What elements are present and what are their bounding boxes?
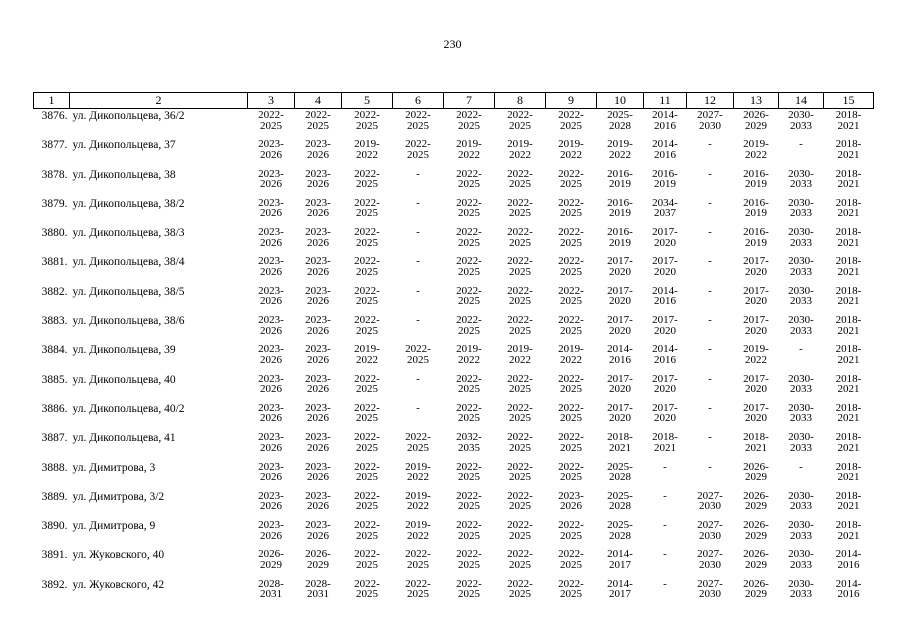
year-range-cell: - (708, 314, 712, 327)
header-cell: 1 (34, 93, 70, 109)
header-cell: 11 (644, 93, 687, 109)
year-range-cell: 2022- 2025 (558, 401, 584, 425)
year-range-cell: 2017- 2020 (607, 372, 633, 396)
year-range-cell: 2023- 2026 (258, 489, 284, 513)
year-range-cell: 2014- 2016 (652, 343, 678, 366)
header-cell: 3 (248, 93, 295, 109)
year-range-cell: 2017- 2020 (607, 284, 633, 308)
year-range-cell: - (416, 196, 420, 209)
header-cell: 2 (70, 93, 248, 109)
year-range-cell: 2022- 2025 (456, 548, 482, 571)
address-cell: ул. Дикопольцева, 38/2 (72, 197, 185, 210)
year-range-cell: 2018- 2021 (835, 196, 862, 220)
year-range-cell: 2017- 2020 (743, 401, 769, 425)
year-range-cell: 2022- 2025 (558, 372, 584, 396)
year-range-cell: 2030- 2033 (788, 489, 814, 513)
table-row (34, 548, 874, 577)
year-range-cell: 2022- 2025 (405, 343, 431, 366)
table-row (34, 373, 874, 402)
address-cell: ул. Дикопольцева, 38/3 (72, 227, 185, 240)
year-range-cell: 2022- 2025 (558, 577, 584, 601)
year-range-cell: 2023- 2026 (258, 372, 284, 396)
year-range-cell: 2022- 2025 (507, 372, 533, 396)
year-range-cell: 2022- 2025 (507, 314, 533, 337)
year-range-cell: 2022- 2025 (507, 548, 533, 571)
table-row (34, 314, 874, 343)
year-range-cell: 2022- 2025 (507, 255, 533, 278)
year-range-cell: 2023- 2026 (305, 431, 331, 454)
year-range-cell: - (416, 167, 420, 180)
year-range-cell: - (416, 401, 420, 414)
year-range-cell: 2016- 2019 (652, 167, 678, 191)
year-range-cell: 2017- 2020 (743, 255, 769, 278)
year-range-cell: 2018- 2021 (835, 460, 862, 484)
year-range-cell: 2023- 2026 (258, 226, 284, 249)
address-cell: ул. Димитрова, 3 (72, 461, 156, 474)
year-range-cell: 2014- 2017 (607, 577, 633, 601)
year-range-cell: 2022- 2025 (558, 314, 584, 337)
year-range-cell: - (663, 548, 667, 561)
year-range-cell: 2023- 2026 (305, 226, 331, 249)
year-range-cell: 2022- 2025 (558, 460, 584, 484)
year-range-cell: 2022- 2025 (507, 519, 533, 542)
year-range-cell: 2023- 2026 (258, 196, 284, 220)
year-range-cell: 2019- 2022 (456, 138, 482, 161)
address-cell: ул. Дикопольцева, 38/4 (72, 256, 185, 269)
year-range-cell: 2022- 2025 (456, 196, 482, 220)
year-range-cell: 2022- 2025 (558, 196, 584, 220)
year-range-cell: 2017- 2020 (607, 314, 633, 337)
year-range-cell: 2019- 2022 (354, 138, 380, 161)
row-number: 3883. (41, 315, 68, 328)
year-range-cell: 2030- 2033 (788, 372, 814, 396)
year-range-cell: 2018- 2021 (835, 431, 862, 454)
year-range-cell: 2023- 2026 (305, 372, 331, 396)
year-range-cell: 2017- 2020 (652, 255, 678, 278)
year-range-cell: - (708, 343, 712, 356)
year-range-cell: 2022- 2025 (456, 226, 482, 249)
year-range-cell: - (416, 314, 420, 327)
year-range-cell: 2022- 2025 (507, 489, 533, 513)
year-range-cell: 2022- 2025 (258, 109, 284, 132)
year-range-cell: 2030- 2033 (788, 109, 814, 132)
year-range-cell: 2023- 2026 (305, 343, 331, 366)
year-range-cell: 2023- 2026 (558, 489, 584, 513)
year-range-cell: 2014- 2016 (835, 577, 862, 601)
year-range-cell: 2030- 2033 (788, 226, 814, 249)
year-range-cell: 2023- 2026 (305, 519, 331, 542)
year-range-cell: 2018- 2021 (835, 284, 862, 308)
table-row (34, 255, 874, 284)
year-range-cell: - (799, 343, 803, 356)
year-range-cell: 2022- 2025 (354, 401, 380, 425)
year-range-cell: 2019- 2022 (354, 343, 380, 366)
year-range-cell: 2023- 2026 (305, 284, 331, 308)
year-range-cell: 2022- 2025 (354, 196, 380, 220)
year-range-cell: 2018- 2021 (835, 138, 862, 161)
year-range-cell: - (416, 226, 420, 239)
year-range-cell: 2019- 2022 (558, 343, 584, 366)
year-range-cell: 2022- 2025 (456, 401, 482, 425)
table-row (34, 168, 874, 197)
year-range-cell: 2022- 2025 (354, 577, 380, 601)
year-range-cell: 2022- 2025 (354, 548, 380, 571)
year-range-cell: 2023- 2026 (258, 431, 284, 454)
address-cell: ул. Дикопольцева, 36/2 (72, 110, 185, 122)
year-range-cell: 2023- 2026 (258, 255, 284, 278)
year-range-cell: 2018- 2021 (652, 431, 678, 454)
year-range-cell: - (416, 372, 420, 385)
year-range-cell: 2014- 2016 (835, 548, 862, 571)
year-range-cell: 2026- 2029 (743, 548, 769, 571)
year-range-cell: 2019- 2022 (405, 489, 431, 513)
year-range-cell: 2022- 2025 (558, 109, 584, 132)
year-range-cell: 2017- 2020 (607, 401, 633, 425)
year-range-cell: - (708, 255, 712, 268)
year-range-cell: 2022- 2025 (305, 109, 331, 132)
table-row (34, 402, 874, 431)
table-row (34, 226, 874, 255)
row-number: 3876. (41, 110, 68, 122)
year-range-cell: 2026- 2029 (743, 577, 769, 601)
year-range-cell: 2025- 2028 (607, 489, 633, 513)
year-range-cell: 2019- 2022 (456, 343, 482, 366)
year-range-cell: 2018- 2021 (835, 519, 862, 542)
year-range-cell: 2030- 2033 (788, 577, 814, 601)
year-range-cell: 2019- 2022 (607, 138, 633, 161)
year-range-cell: 2017- 2020 (743, 372, 769, 396)
header-cell: 6 (393, 93, 444, 109)
address-cell: ул. Жуковского, 40 (72, 549, 165, 562)
year-range-cell: 2022- 2025 (507, 284, 533, 308)
year-range-cell: 2022- 2025 (354, 460, 380, 484)
year-range-cell: 2022- 2025 (456, 255, 482, 278)
year-range-cell: 2022- 2025 (507, 167, 533, 191)
year-range-cell: 2022- 2025 (507, 196, 533, 220)
year-range-cell: - (708, 460, 712, 473)
year-range-cell: 2022- 2025 (456, 460, 482, 484)
year-range-cell: 2022- 2025 (354, 431, 380, 454)
year-range-cell: 2030- 2033 (788, 196, 814, 220)
year-range-cell: 2022- 2025 (456, 372, 482, 396)
year-range-cell: 2018- 2021 (743, 431, 769, 454)
year-range-cell: - (708, 284, 712, 297)
table-row (34, 138, 874, 167)
year-range-cell: - (799, 138, 803, 151)
year-range-cell: 2022- 2025 (558, 284, 584, 308)
year-range-cell: 2018- 2021 (835, 167, 862, 191)
year-range-cell: 2025- 2028 (607, 460, 633, 484)
row-number: 3877. (41, 139, 68, 152)
address-cell: ул. Дикопольцева, 40/2 (72, 402, 185, 415)
year-range-cell: 2019- 2022 (507, 138, 533, 161)
year-range-cell: 2017- 2020 (652, 226, 678, 249)
table-body (34, 93, 874, 608)
year-range-cell: - (708, 401, 712, 414)
year-range-cell: 2022- 2025 (558, 548, 584, 571)
year-range-cell: 2023- 2026 (258, 343, 284, 366)
year-range-cell: 2027- 2030 (697, 489, 723, 513)
year-range-cell: 2023- 2026 (305, 255, 331, 278)
year-range-cell: 2023- 2026 (305, 138, 331, 161)
address-cell: ул. Дикопольцева, 38/6 (72, 315, 185, 328)
year-range-cell: 2019- 2022 (507, 343, 533, 366)
year-range-cell: 2014- 2016 (607, 343, 633, 366)
year-range-cell: 2014- 2016 (652, 284, 678, 308)
year-range-cell: 2022- 2025 (507, 577, 533, 601)
year-range-cell: 2030- 2033 (788, 548, 814, 571)
year-range-cell: 2018- 2021 (835, 109, 862, 132)
year-range-cell: 2022- 2025 (354, 109, 380, 132)
year-range-cell: 2023- 2026 (258, 519, 284, 542)
year-range-cell: 2022- 2025 (456, 109, 482, 132)
header-cell: 7 (444, 93, 495, 109)
year-range-cell: 2032- 2035 (456, 431, 482, 454)
year-range-cell: 2028- 2031 (305, 577, 331, 601)
year-range-cell: 2023- 2026 (305, 196, 331, 220)
year-range-cell: 2023- 2026 (258, 401, 284, 425)
year-range-cell: 2022- 2025 (405, 577, 431, 601)
table-row (34, 490, 874, 519)
year-range-cell: 2022- 2025 (456, 167, 482, 191)
row-number: 3892. (41, 578, 68, 591)
address-cell: ул. Димитрова, 9 (72, 520, 156, 533)
year-range-cell: 2016- 2019 (743, 226, 769, 249)
year-range-cell: 2022- 2025 (405, 109, 431, 132)
year-range-cell: 2022- 2025 (354, 489, 380, 513)
year-range-cell: 2023- 2026 (258, 284, 284, 308)
year-range-cell: 2023- 2026 (258, 167, 284, 191)
year-range-cell: - (416, 255, 420, 268)
year-range-cell: - (663, 489, 667, 502)
year-range-cell: 2034- 2037 (652, 196, 678, 220)
year-range-cell: 2018- 2021 (835, 372, 862, 396)
row-number: 3882. (41, 285, 68, 298)
row-number: 3881. (41, 256, 68, 269)
header-cell: 15 (824, 93, 874, 109)
year-range-cell: 2018- 2021 (835, 489, 862, 513)
year-range-cell: - (663, 460, 667, 473)
year-range-cell: 2026- 2029 (743, 519, 769, 542)
year-range-cell: 2019- 2022 (405, 460, 431, 484)
header-cell: 10 (597, 93, 644, 109)
address-cell: ул. Дикопольцева, 37 (72, 139, 176, 152)
header-cell: 4 (295, 93, 342, 109)
year-range-cell: 2022- 2025 (354, 167, 380, 191)
year-range-cell: 2014- 2016 (652, 138, 678, 161)
year-range-cell: 2030- 2033 (788, 284, 814, 308)
year-range-cell: 2018- 2021 (835, 314, 862, 337)
year-range-cell: 2022- 2025 (456, 519, 482, 542)
year-range-cell: 2022- 2025 (558, 431, 584, 454)
row-number: 3885. (41, 373, 68, 386)
year-range-cell: 2025- 2028 (607, 109, 633, 132)
year-range-cell: 2030- 2033 (788, 401, 814, 425)
row-number: 3878. (41, 168, 68, 181)
year-range-cell: 2022- 2025 (354, 226, 380, 249)
year-range-cell: - (663, 577, 667, 590)
table-row (34, 285, 874, 314)
year-range-cell: 2017- 2020 (743, 314, 769, 337)
year-range-cell: 2023- 2026 (305, 460, 331, 484)
year-range-cell: 2022- 2025 (456, 314, 482, 337)
table-row (34, 343, 874, 372)
address-cell: ул. Дикопольцева, 41 (72, 432, 176, 445)
row-number: 3887. (41, 432, 68, 445)
year-range-cell: 2027- 2030 (697, 548, 723, 571)
year-range-cell: 2027- 2030 (697, 519, 723, 542)
row-number: 3888. (41, 461, 68, 474)
year-range-cell: 2023- 2026 (258, 314, 284, 337)
row-number: 3884. (41, 344, 68, 357)
year-range-cell: 2016- 2019 (743, 196, 769, 220)
table-row (34, 461, 874, 490)
year-range-cell: 2022- 2025 (405, 138, 431, 161)
header-cell: 13 (734, 93, 779, 109)
row-number: 3886. (41, 402, 68, 415)
year-range-cell: 2017- 2020 (743, 284, 769, 308)
year-range-cell: 2022- 2025 (507, 431, 533, 454)
page-number: 230 (443, 37, 462, 51)
year-range-cell: 2017- 2020 (652, 372, 678, 396)
year-range-cell: 2022- 2025 (456, 489, 482, 513)
table-row (34, 519, 874, 548)
year-range-cell: 2022- 2025 (456, 284, 482, 308)
year-range-cell: 2016- 2019 (607, 167, 633, 191)
year-range-cell: 2023- 2026 (305, 489, 331, 513)
year-range-cell: 2022- 2025 (456, 577, 482, 601)
year-range-cell: 2022- 2025 (558, 519, 584, 542)
year-range-cell: 2022- 2025 (354, 255, 380, 278)
year-range-cell: 2016- 2019 (743, 167, 769, 191)
year-range-cell: 2018- 2021 (607, 431, 633, 454)
header-cell: 12 (687, 93, 734, 109)
year-range-cell: - (708, 372, 712, 385)
row-number: 3889. (41, 490, 68, 503)
year-range-cell: 2019- 2022 (558, 138, 584, 161)
year-range-cell: 2022- 2025 (558, 255, 584, 278)
address-cell: ул. Дикопольцева, 39 (72, 344, 176, 357)
year-range-cell: 2022- 2025 (354, 314, 380, 337)
year-range-cell: 2022- 2025 (507, 226, 533, 249)
year-range-cell: 2026- 2029 (743, 489, 769, 513)
year-range-cell: - (663, 519, 667, 532)
header-cell: 5 (342, 93, 393, 109)
year-range-cell: 2018- 2021 (835, 226, 862, 249)
year-range-cell: 2018- 2021 (835, 343, 862, 366)
year-range-cell: 2022- 2025 (507, 109, 533, 132)
year-range-cell: 2019- 2022 (405, 519, 431, 542)
row-number: 3890. (41, 520, 68, 533)
year-range-cell: 2030- 2033 (788, 255, 814, 278)
year-range-cell: 2023- 2026 (258, 460, 284, 484)
year-range-cell: - (799, 460, 803, 473)
header-cell: 8 (495, 93, 546, 109)
year-range-cell: 2017- 2020 (652, 314, 678, 337)
year-range-cell: 2022- 2025 (405, 431, 431, 454)
year-range-cell: 2023- 2026 (305, 314, 331, 337)
row-number: 3891. (41, 549, 68, 562)
year-range-cell: 2023- 2026 (258, 138, 284, 161)
year-range-cell: 2022- 2025 (558, 167, 584, 191)
year-range-cell: 2022- 2025 (354, 284, 380, 308)
year-range-cell: 2030- 2033 (788, 167, 814, 191)
year-range-cell: 2016- 2019 (607, 226, 633, 249)
year-range-cell: 2019- 2022 (743, 343, 769, 366)
year-range-cell: - (708, 138, 712, 151)
year-range-cell: 2022- 2025 (405, 548, 431, 571)
year-range-cell: 2018- 2021 (835, 255, 862, 278)
address-cell: ул. Дикопольцева, 40 (72, 373, 176, 386)
year-range-cell: 2023- 2026 (305, 167, 331, 191)
address-cell: ул. Дикопольцева, 38 (72, 168, 176, 181)
header-cell: 9 (546, 93, 597, 109)
year-range-cell: 2022- 2025 (354, 372, 380, 396)
header-row (34, 93, 874, 109)
year-range-cell: 2014- 2016 (652, 109, 678, 132)
year-range-cell: 2022- 2025 (354, 519, 380, 542)
year-range-cell: 2018- 2021 (835, 401, 862, 425)
year-range-cell: 2027- 2030 (697, 577, 723, 601)
table-row (34, 109, 874, 139)
year-range-cell: 2025- 2028 (607, 519, 633, 542)
year-range-cell: 2022- 2025 (558, 226, 584, 249)
row-number: 3879. (41, 197, 68, 210)
table-row (34, 197, 874, 226)
row-number: 3880. (41, 227, 68, 240)
year-range-cell: 2017- 2020 (607, 255, 633, 278)
year-range-cell: 2030- 2033 (788, 314, 814, 337)
schedule-table (33, 92, 874, 607)
year-range-cell: 2027- 2030 (697, 109, 723, 132)
year-range-cell: 2026- 2029 (743, 460, 769, 484)
year-range-cell: - (416, 284, 420, 297)
year-range-cell: 2026- 2029 (258, 548, 284, 571)
year-range-cell: - (708, 226, 712, 239)
table-row (34, 431, 874, 460)
year-range-cell: 2017- 2020 (652, 401, 678, 425)
address-cell: ул. Дикопольцева, 38/5 (72, 285, 185, 298)
year-range-cell: 2022- 2025 (507, 460, 533, 484)
header-cell: 14 (779, 93, 824, 109)
year-range-cell: 2028- 2031 (258, 577, 284, 601)
year-range-cell: 2030- 2033 (788, 431, 814, 454)
year-range-cell: 2019- 2022 (743, 138, 769, 161)
year-range-cell: 2023- 2026 (305, 401, 331, 425)
year-range-cell: 2014- 2017 (607, 548, 633, 571)
address-cell: ул. Димитрова, 3/2 (72, 490, 165, 503)
address-cell: ул. Жуковского, 42 (72, 578, 165, 591)
year-range-cell: - (708, 431, 712, 444)
table-row (34, 578, 874, 607)
year-range-cell: 2026- 2029 (743, 109, 769, 132)
year-range-cell: - (708, 196, 712, 209)
year-range-cell: - (708, 167, 712, 180)
year-range-cell: 2022- 2025 (507, 401, 533, 425)
year-range-cell: 2026- 2029 (305, 548, 331, 571)
year-range-cell: 2030- 2033 (788, 519, 814, 542)
year-range-cell: 2016- 2019 (607, 196, 633, 220)
